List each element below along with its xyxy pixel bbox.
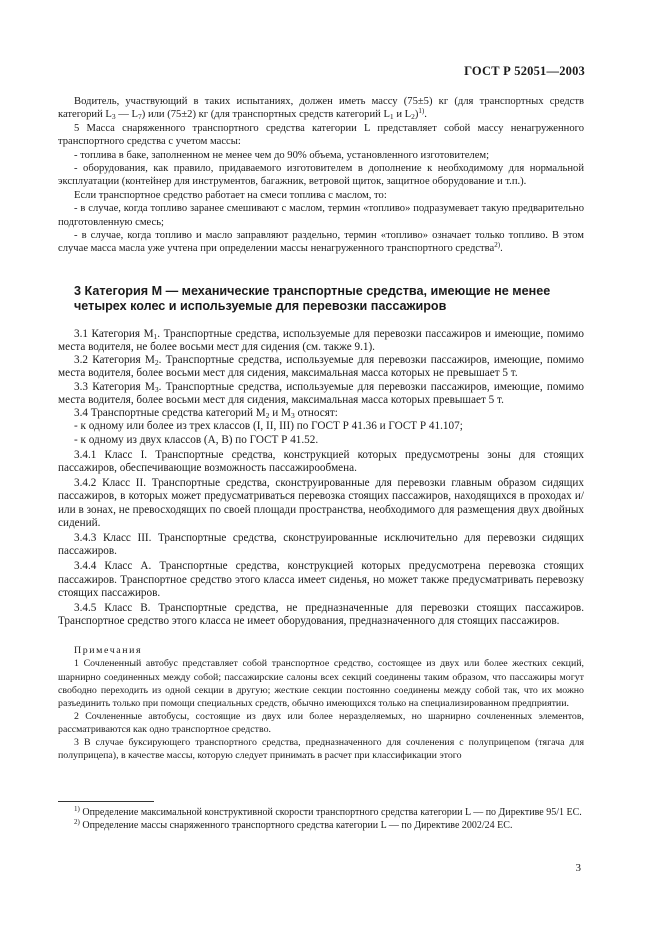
list-item: - в случае, когда топливо заранее смешивают с маслом, термин «топливо» подразумевает такую предварительно подготовленную смесь;: [58, 203, 584, 228]
clause-3-4: 3.4 Транспортные средства категорий $M_2$ и $M_3$ относят:: [74, 407, 338, 421]
list-item: - оборудования, как правило, придаваемого изготовителем в дополнение к необходимому для нормальной эксплуатации (контейнер для инструментов, багажник, ветровой щиток, защитное оборудование и т.п.).: [58, 163, 584, 188]
section-title: 3 Категория M — механические транспортные средства, имеющие не менее четырех колес и используемые для перевозки пассажиров: [74, 283, 551, 313]
clause-3-4-3: 3.4.3 Класс III. Транспортные средства, сконструированные исключительно для перевозки сидящих пассажиров.: [58, 531, 584, 558]
footnotes: [58, 806, 584, 832]
footnote-ref[interactable]: 1): [418, 107, 425, 116]
paragraph: Если транспортное средство работает на смеси топлива с маслом, то:: [74, 189, 387, 201]
main-content: [58, 95, 584, 762]
footnote-2: $^{2)}$ Определение массы снаряженного транспортного средства категории L — по Директиве 2002/24 ЕС.: [74, 818, 513, 831]
notes-block: [58, 644, 584, 762]
clause-3-4-5: 3.4.5 Класс В. Транспортные средства, не предназначенные для перевозки стоящих пассажиров. Транспортное средство этого класса не имеет оборудования, предназначенного для стоящих пассажиров.: [58, 601, 584, 628]
footnote-ref[interactable]: 2): [494, 241, 501, 250]
paragraph-curb-mass: 5 Масса снаряженного транспортного средства категории L представляет собой массу ненагруженного транспортного средства с учетом массы:: [58, 122, 584, 148]
clause-3-1: 3.1 Категория $M_1$. Транспортные средства, используемые для перевозки пассажиров и имеющие, помимо места водителя, не более восьми мест для сидения (см. также 9.1).: [58, 327, 584, 354]
notes-heading: Примечания: [74, 645, 143, 657]
clause-3-2: 3.2 Категория $M_2$. Транспортные средства, используемые для перевозки пассажиров, имеющие, помимо места водителя, более восьми мест для сидения, максимальная масса которых не превышает 5 т.: [58, 354, 584, 380]
list-item: - к одному из двух классов (А, В) по ГОСТ Р 41.52.: [74, 433, 319, 446]
paragraph-driver-mass: Водитель, участвующий в таких испытаниях, должен иметь массу (75±5) кг (для транспортных средств категорий $L_3$ — $L_7$) или (75±2) кг (для транспортных средств категорий $L_1$ и $L_2)^{1)}$.: [58, 96, 584, 122]
clause-3-4-4: 3.4.4 Класс А. Транспортные средства, конструкцией которых предусмотрена перевозка стоящих пассажиров. Транспортное средство этого класса имеет сиденья, но может также предусматривать перевозку стоящих пассажиров.: [58, 560, 584, 599]
document-code: ГОСТ Р 52051—2003: [464, 64, 585, 78]
page-number: 3: [575, 862, 581, 874]
clause-3-4-2: 3.4.2 Класс II. Транспортные средства, сконструированные для перевозки главным образом сидящих пассажиров, в которых может предусматриваться перевозка стоящих пассажиров, находящихся в проходах и/или в зонах, не превосходящих по своей площади пространства, необходимого для размещения двух двойных сидений.: [58, 477, 584, 529]
footnote-divider: [58, 801, 154, 802]
list-item: - к одному или более из трех классов (I, II, III) по ГОСТ Р 41.36 и ГОСТ Р 41.107;: [74, 420, 463, 433]
note-3: 3 В случае буксирующего транспортного средства, предназначенного для сочленения с полуприцепом (тягача для полуприцепа), в качестве массы, которую следует принимать в расчет при классификации этого: [58, 737, 584, 762]
note-2: 2 Сочлененные автобусы, состоящие из двух или более неразделяемых, но шарнирно сочлененных элементов, рассматриваются как одно транспортное средство.: [58, 710, 584, 735]
footnote-1: $^{1)}$ Определение максимальной конструктивной скорости транспортного средства категории L — по Директиве 95/1 ЕС.: [74, 805, 582, 818]
note-1: 1 Сочлененный автобус представляет собой транспортное средство, состоящее из двух или более жестких секций, шарнирно соединенных между собой; пассажирские салоны всех секций соединены таким образом, что пассажиры могут свободно переходить из одной секции в другую; жесткие секции постоянно соединены между собой так, что их можно разъединить только при помощи специальных средств, обычно имеющихся только на специализированном предприятии.: [58, 658, 584, 709]
clause-3-4-1: 3.4.1 Класс I. Транспортные средства, конструкцией которых предусмотрены зоны для стоящих пассажиров, обеспечивающие возможность пассажирообмена.: [58, 448, 584, 474]
clause-3-3: 3.3 Категория $M_3$. Транспортные средства, используемые для перевозки пассажиров, имеющие, помимо места водителя, более восьми мест для сидения, максимальная масса которых превышает 5 т.: [58, 380, 584, 406]
section-body: [58, 328, 584, 628]
list-item: - топлива в баке, заполненном не менее чем до 90% объема, установленного изготовителем;: [74, 149, 490, 161]
list-item: - в случае, когда топливо и масло заправляют раздельно, термин «топливо» означает только топливо. В этом случае масса масла уже учтена при определении массы ненагруженного транспортного средства$^{2)}$.: [58, 230, 584, 255]
